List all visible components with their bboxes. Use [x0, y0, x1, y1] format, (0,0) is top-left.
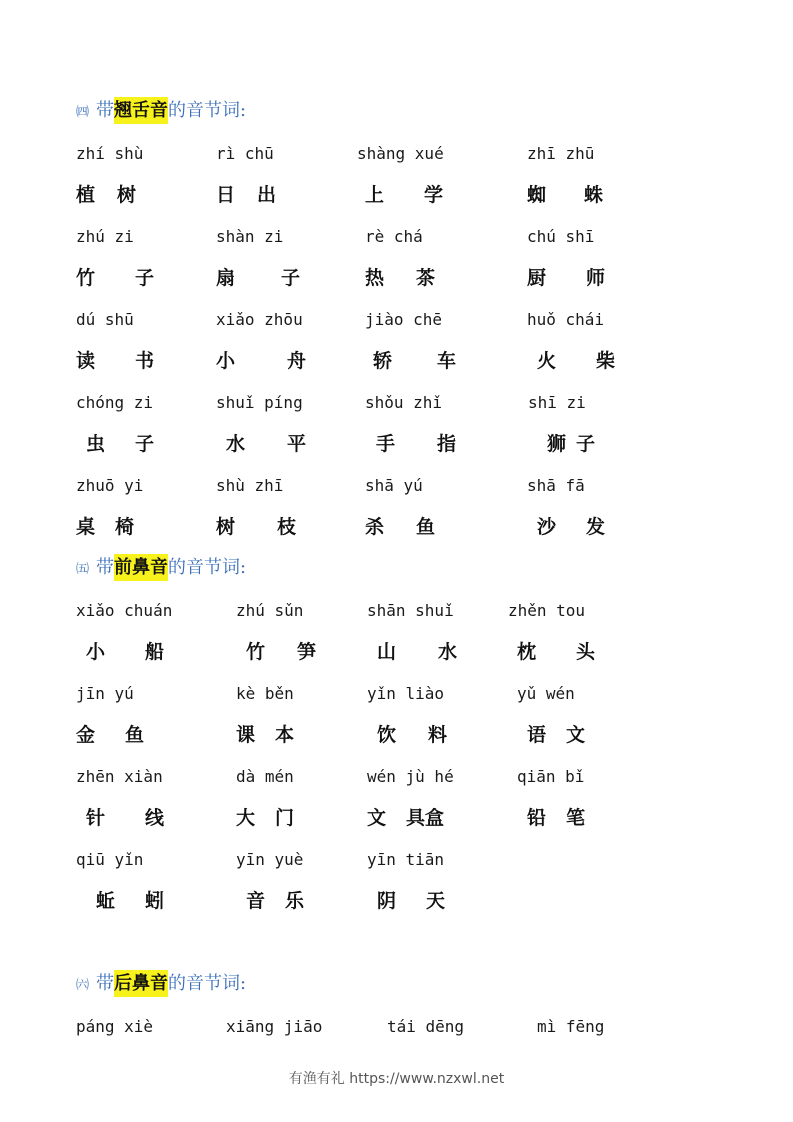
pinyin-cell: zhú sǔn — [236, 601, 304, 620]
pinyin-cell: mì fēng — [537, 1017, 605, 1036]
pinyin-cell: tái dēng — [387, 1017, 465, 1036]
pinyin-row — [0, 680, 793, 708]
hanzi-cell: 狮 子 — [547, 433, 596, 455]
hanzi-cell: 沙 发 — [537, 516, 606, 538]
hanzi-cell: 文 具盒 — [367, 807, 445, 829]
hanzi-row — [0, 181, 793, 209]
hanzi-cell: 阴 天 — [377, 890, 446, 912]
pinyin-cell: shī zi — [528, 393, 586, 412]
hanzi-cell: 日 出 — [216, 184, 277, 206]
hanzi-row — [0, 513, 793, 541]
pinyin-cell: shàng xué — [357, 144, 444, 163]
hanzi-cell: 植 树 — [76, 184, 137, 206]
pinyin-row — [0, 472, 793, 500]
hanzi-row — [0, 430, 793, 458]
pinyin-cell: chú shī — [527, 227, 595, 246]
pinyin-cell: zhí shù — [76, 144, 144, 163]
hanzi-row — [0, 804, 793, 832]
pinyin-cell: shān shuǐ — [367, 601, 454, 620]
pinyin-cell: zhěn tou — [508, 601, 586, 620]
pinyin-cell: shù zhī — [216, 476, 284, 495]
pinyin-cell: xiǎo zhōu — [216, 310, 303, 329]
section-number: ㈥ — [76, 978, 89, 993]
pinyin-cell: shàn zi — [216, 227, 284, 246]
hanzi-row — [0, 638, 793, 666]
hanzi-cell: 热 茶 — [365, 267, 436, 289]
pinyin-cell: yīn tiān — [367, 850, 445, 869]
hanzi-cell: 枕 头 — [517, 641, 596, 663]
hanzi-cell: 铅 笔 — [527, 807, 586, 829]
hanzi-cell: 火 柴 — [537, 350, 616, 372]
hanzi-row — [0, 721, 793, 749]
pinyin-cell: zhú zi — [76, 227, 134, 246]
hanzi-cell: 杀 鱼 — [365, 516, 436, 538]
pinyin-cell: shuǐ píng — [216, 393, 303, 412]
pinyin-cell: zhēn xiàn — [76, 767, 163, 786]
heading-highlight: 后鼻音 — [114, 970, 168, 997]
hanzi-cell: 针 线 — [86, 807, 165, 829]
hanzi-cell: 大 门 — [236, 807, 295, 829]
pinyin-cell: zhī zhū — [527, 144, 595, 163]
pinyin-cell: wén jù hé — [367, 767, 454, 786]
hanzi-cell: 小 舟 — [216, 350, 307, 372]
pinyin-cell: dú shū — [76, 310, 134, 329]
heading-highlight: 翘舌音 — [114, 97, 168, 124]
hanzi-row — [0, 264, 793, 292]
hanzi-cell: 轿 车 — [373, 350, 457, 372]
section-heading-5 — [76, 553, 246, 583]
pinyin-cell: kè běn — [236, 684, 294, 703]
pinyin-row — [0, 846, 793, 874]
pinyin-cell: xiāng jiāo — [226, 1017, 323, 1036]
pinyin-row — [0, 597, 793, 625]
hanzi-cell: 饮 料 — [377, 724, 448, 746]
heading-highlight: 前鼻音 — [114, 554, 168, 581]
hanzi-cell: 厨 师 — [527, 267, 606, 289]
footer-watermark: 有渔有礼 https://www.nzxwl.net — [288, 1071, 505, 1087]
pinyin-cell: shā yú — [365, 476, 423, 495]
hanzi-cell: 手 指 — [376, 433, 457, 455]
hanzi-cell: 竹 子 — [76, 267, 155, 289]
hanzi-cell: 金 鱼 — [76, 724, 145, 746]
heading-suffix: 的音节词: — [168, 557, 247, 578]
heading-prefix: 带 — [96, 557, 115, 578]
hanzi-cell: 语 文 — [527, 724, 586, 746]
hanzi-cell: 扇 子 — [216, 267, 301, 289]
heading-prefix: 带 — [96, 100, 115, 121]
pinyin-cell: jīn yú — [76, 684, 134, 703]
pinyin-cell: páng xiè — [76, 1017, 154, 1036]
pinyin-row — [0, 306, 793, 334]
pinyin-cell: yǐn liào — [367, 684, 445, 703]
pinyin-cell: jiào chē — [365, 310, 443, 329]
hanzi-cell: 桌 椅 — [76, 516, 135, 538]
hanzi-cell: 竹 笋 — [246, 641, 317, 663]
pinyin-row — [0, 763, 793, 791]
hanzi-cell: 山 水 — [377, 641, 458, 663]
pinyin-cell: rì chū — [216, 144, 274, 163]
section-number: ㈣ — [76, 105, 89, 120]
section-number: ㈤ — [76, 562, 89, 577]
pinyin-row — [0, 140, 793, 168]
pinyin-row — [0, 389, 793, 417]
pinyin-cell: chóng zi — [76, 393, 154, 412]
hanzi-cell: 水 平 — [226, 433, 307, 455]
pinyin-cell: qiū yǐn — [76, 850, 144, 869]
heading-suffix: 的音节词: — [168, 973, 247, 994]
hanzi-row — [0, 347, 793, 375]
hanzi-cell: 蜘 蛛 — [527, 184, 604, 206]
pinyin-cell: shǒu zhǐ — [365, 393, 443, 412]
hanzi-cell: 蚯 蚓 — [96, 890, 165, 912]
hanzi-cell: 课 本 — [236, 724, 295, 746]
pinyin-cell: rè chá — [365, 227, 423, 246]
pinyin-cell: yīn yuè — [236, 850, 304, 869]
pinyin-cell: qiān bǐ — [517, 767, 585, 786]
pinyin-cell: dà mén — [236, 767, 294, 786]
hanzi-cell: 小 船 — [86, 641, 165, 663]
section-heading-4 — [76, 96, 246, 126]
pinyin-row — [0, 223, 793, 251]
pinyin-cell: xiǎo chuán — [76, 601, 173, 620]
heading-suffix: 的音节词: — [168, 100, 247, 121]
pinyin-cell: huǒ chái — [527, 310, 605, 329]
hanzi-cell: 树 枝 — [216, 516, 297, 538]
hanzi-cell: 上 学 — [365, 184, 444, 206]
pinyin-cell: yǔ wén — [517, 684, 575, 703]
section-heading-6 — [76, 969, 246, 999]
hanzi-cell: 音 乐 — [246, 890, 305, 912]
heading-prefix: 带 — [96, 973, 115, 994]
hanzi-cell: 读 书 — [76, 350, 155, 372]
hanzi-cell: 虫 子 — [86, 433, 155, 455]
pinyin-cell: shā fā — [527, 476, 585, 495]
hanzi-row — [0, 887, 793, 915]
pinyin-cell: zhuō yi — [76, 476, 144, 495]
pinyin-row — [0, 1013, 793, 1041]
